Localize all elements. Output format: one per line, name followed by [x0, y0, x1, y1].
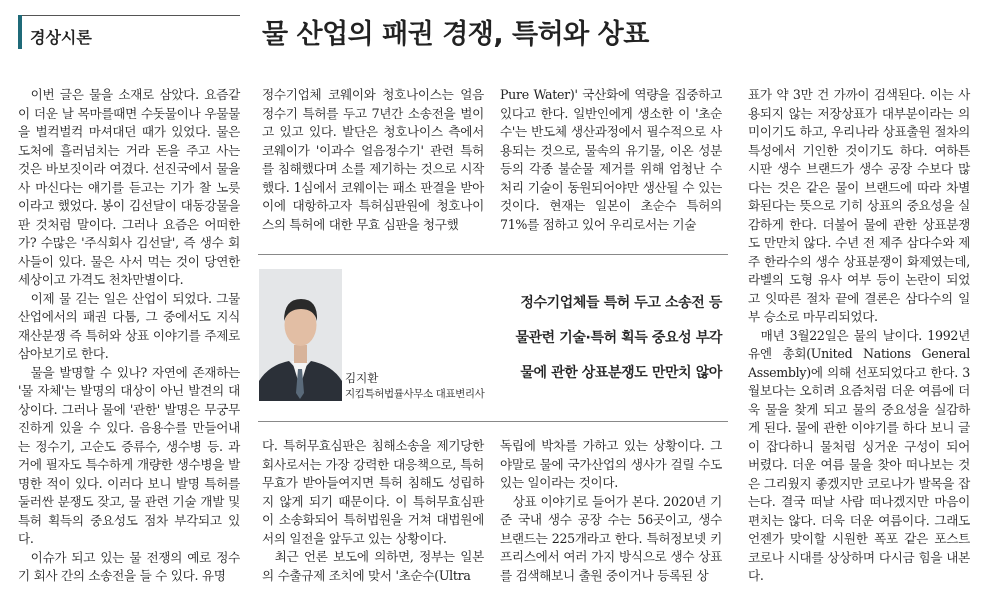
section-label: 경상시론 — [30, 28, 92, 47]
article-column-2-top — [262, 86, 484, 234]
paragraph: 이슈가 되고 있는 물 전쟁의 예로 정수기 회사 간의 소송전을 들 수 있다. 유명 — [18, 549, 240, 583]
paragraph: Pure Water)' 국산화에 역량을 집중하고 있다고 한다. 일반인에게 생소한 이 '초순수'는 반도체 생산과정에서 필수적으로 사용되는 것으로, 물속의 유기물, 이온 성분 등의 각종 불순물 제거를 위해 엄청난 수처리 기술이 동원되어야만 생산될 수 있는 것이다. 현재는 일본이 초순수 특허의 71%를 점하고 있어 우리로서는 기술 — [500, 87, 722, 232]
paragraph: 이제 물 긷는 일은 산업이 되었다. 그물 산업에서의 패권 다툼, 그 중에서도 지식재산분쟁 즉 특허와 상표 이야기를 주제로 삼아보기로 한다. — [18, 290, 240, 361]
article-column-2-bottom — [262, 437, 484, 585]
paragraph: 매년 3월22일은 물의 날이다. 1992년 유엔 총회(United Nations General Assembly)에 의해 선포되었다고 한다. 3월보다는 오히려 요즘처럼 더운 여름에 더욱 물을 찾게 되고 물의 중요성을 실감하게 된다. 물에 관한 이야기를 하다 보니 글이 잡다하니 물처럼 싱거운 구성이 되어 버렸다. 더운 여름 물을 찾아 떠나보는 것은 그리웠지 좋겠지만 코로나가 발목을 잡는다. 결국 떠날 사람 떠나겠지만 마음이 편치는 않다. 더욱 더운 여름이다. 그래도 언젠가 맞이할 시원한 폭포 같은 포스트 코로나 시대를 상상하며 다시금 힘을 내본다. — [748, 327, 970, 583]
pull-quote-line: 물관련 기술·특허 획득 중요성 부각 — [515, 330, 722, 346]
paragraph: 정수기업체 코웨이와 청호나이스는 얼음정수기 특허를 두고 7년간 소송전을 벌이고 있고 있다. 발단은 청호나이스 측에서 코웨이가 '이과수 얼음정수기' 관련 특허를 침해했다며 소를 제기하는 것으로 시작했다. 1심에서 코웨이는 패소 판결을 받아 이에 대항하고자 특허심판원에 청호나이스의 특허에 대한 무효 심판을 청구했 — [262, 87, 484, 232]
article-column-3-bottom — [500, 437, 722, 585]
portrait-image — [259, 269, 342, 401]
author-portrait — [259, 269, 342, 401]
section-rule — [18, 15, 240, 16]
pull-quote-line: 정수기업체들 특허 두고 소송전 등 — [520, 295, 722, 311]
paragraph: 독립에 박차를 가하고 있는 상황이다. 그야말로 물에 국가산업의 생사가 걸릴 수도 있는 일이라는 것이다. — [500, 438, 722, 490]
paragraph: 이번 글은 물을 소재로 삼았다. 요즘같이 더운 날 목마를때면 수돗물이나 우물물을 벌컥벌컥 마셔대던 때가 있었다. 물은 도처에 흘러넘치는 거라 돈을 주고 사는 것은 바보짓이라 여겼다. 선진국에서 물을 사 마신다는 얘기를 듣고는 기가 찰 노릇이라고 했었다. 봉이 김선달이 대동강물을 판 것처럼 말이다. 그러나 요즘은 어떠한가? 수많은 '주식회사 김선달', 즉 생수 회사들이 있다. 물은 사서 먹는 것이 당연한 세상이고 가격도 천차만별이다. — [18, 87, 240, 287]
article-column-3-top — [500, 86, 722, 234]
pull-quote-line: 물에 관한 상표분쟁도 만만치 않아 — [520, 365, 722, 381]
paragraph: 최근 언론 보도에 의하면, 정부는 일본의 수출규제 조치에 맞서 '초순수(Ultra — [262, 549, 484, 583]
paragraph: 표가 약 3만 건 가까이 검색된다. 이는 사용되지 않는 저장상표가 대부분이라는 의미이기도 하고, 우리나라 상표출원 절차의 특성에서 기인한 것이기도 하다. 여하튼 시판 생수 브랜드가 생수 공장 수보다 많다는 것은 같은 물이 브랜드에 따라 차별화된다는 뜻으로 기히 상표의 중요성을 실감하게 한다. 더불어 물에 관한 상표분쟁도 만만치 않다. 수년 전 제주 삼다수와 제주 한라수의 생수 상표분쟁이 화제였는데, 라벨의 도형 유사 여부 등이 논란이 되었고 잇따른 절차 끝에 결론은 삼다수의 일부 승소로 마무리되었다. — [748, 87, 970, 324]
paragraph: 다. 특허무효심판은 침해소송을 제기당한 회사로서는 가장 강력한 대응책으로, 특허무효가 받아들여지면 특허 침해도 성립하지 않게 되기 때문이다. 이 특허무효심판이 소송화되어 특허법원을 거쳐 대법원에서의 일전을 앞두고 있는 상황이다. — [262, 438, 484, 546]
article-column-4 — [748, 86, 970, 586]
article-column-1 — [18, 86, 240, 586]
section-accent-bar — [18, 15, 22, 49]
article-headline: 물 산업의 패권 경쟁, 특허와 상표 — [262, 19, 649, 50]
author-title: 지킴특허법률사무소 대표변리사 — [345, 388, 485, 400]
author-name: 김지환 — [345, 371, 379, 385]
paragraph: 상표 이야기로 들어가 본다. 2020년 기준 국내 생수 공장 수는 56곳이고, 생수 브랜드는 225개라고 한다. 특허정보넷 키프리스에서 여러 가지 방식으로 생수 상표를 검색해보니 출원 중이거나 등록된 상 — [500, 493, 722, 583]
paragraph: 물을 발명할 수 있나? 자연에 존재하는 '물 자체'는 발명의 대상이 아닌 발견의 대상이다. 그러나 물에 '관한' 발명은 무궁무진하게 있을 수 있다. 음용수를 만들어내는 정수기, 고순도 증류수, 생수병 등. 과거에 필자도 특수하게 개량한 생수병을 발명한 적이 있다. 이러다 보니 발명 특허를 둘러싼 분쟁도 잦고, 물 관련 기술 개발 및 특허 획득의 중요성도 점차 부각되고 있다. — [18, 364, 240, 546]
